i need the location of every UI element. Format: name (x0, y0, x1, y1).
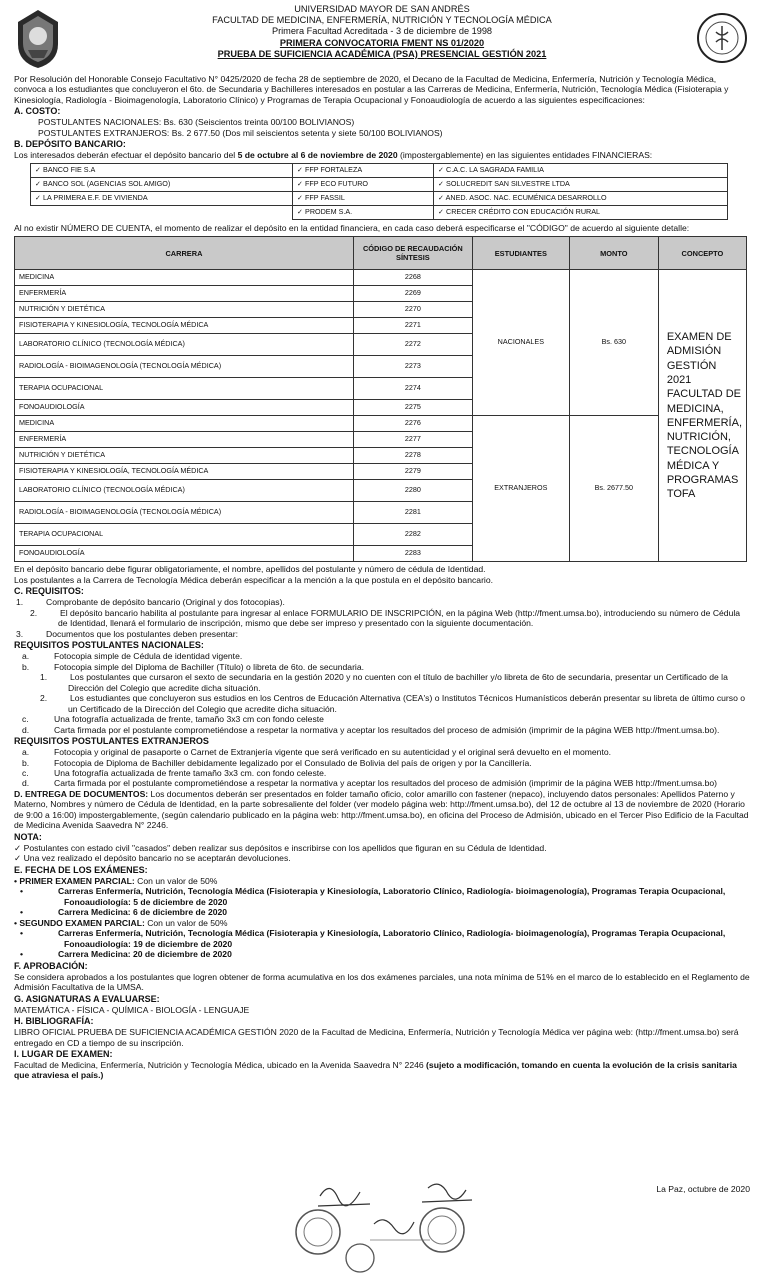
cost-nacionales: POSTULANTES NACIONALES: Bs. 630 (Seiscientos treinta 00/100 BOLIVIANOS) (38, 117, 355, 128)
table-row (15, 270, 747, 286)
deposit-text: Los interesados deberán efectuar el depósito bancario del 5 de octubre al 6 de noviembre de 2020 (impostergablemente) en las siguientes entidades FINANCIERAS: (14, 150, 653, 161)
code-cell: 2276 (353, 416, 472, 432)
code-cell: 2268 (353, 270, 472, 286)
carrera-cell: FISIOTERAPIA Y KINESIOLOGÍA, TECNOLOGÍA MÉDICA (15, 464, 354, 480)
carrera-cell: LABORATORIO CLÍNICO (TECNOLOGÍA MÉDICA) (15, 334, 354, 356)
carrera-cell: TERAPIA OCUPACIONAL (15, 378, 354, 400)
list-item: ✓ Postulantes con estado civil "casados" deben realizar sus depósitos e inscribirse con los apellidos que figuran en su Cédula de Identidad. (14, 842, 547, 853)
column-header: CONCEPTO (658, 237, 746, 270)
list-item: 1. Comprobante de depósito bancario (Original y dos fotocopias). (16, 597, 285, 608)
code-cell: 2279 (353, 464, 472, 480)
list-item: a. Fotocopia y original de pasaporte o Carnet de Extranjería vigente que será verificado en su autenticidad y el original será devuelto en el momento. (22, 747, 612, 758)
codes-table (14, 236, 747, 562)
bank-cell: ✓ LA PRIMERA E.F. DE VIVIENDA (31, 191, 293, 205)
carrera-cell: FONOAUDIOLOGÍA (15, 546, 354, 562)
carrera-cell: ENFERMERÍA (15, 286, 354, 302)
code-cell: 2269 (353, 286, 472, 302)
signatures-stamps-icon (290, 1178, 480, 1274)
deposit-note: Al no existir NÚMERO DE CUENTA, el momento de realizar el depósito en la entidad financiera, en cada caso deberá especificarse el "CÓDIGO" de acuerdo al siguiente detalle: (14, 222, 690, 233)
bank-cell: ✓ C.A.C. LA SAGRADA FAMILIA (434, 163, 728, 177)
code-cell: 2277 (353, 432, 472, 448)
monto-cell: Bs. 2677.50 (569, 416, 658, 562)
code-cell: 2282 (353, 524, 472, 546)
bank-cell: ✓ FFP FASSIL (293, 191, 434, 205)
code-cell: 2281 (353, 502, 472, 524)
banks-table (30, 163, 728, 220)
section-heading: I. LUGAR DE EXAMEN: (14, 1049, 113, 1059)
section-heading: NOTA: (14, 831, 42, 842)
code-cell: 2274 (353, 378, 472, 400)
table-row (31, 205, 728, 219)
code-cell: 2283 (353, 546, 472, 562)
carrera-cell: FISIOTERAPIA Y KINESIOLOGÍA, TECNOLOGÍA MÉDICA (15, 318, 354, 334)
code-cell: 2270 (353, 302, 472, 318)
table-header-row (15, 237, 747, 270)
bibliografia-text: LIBRO OFICIAL PRUEBA DE SUFICIENCIA ACADÉMICA GESTIÓN 2020 de la Facultad de Medicina, Enfermería, Nutrición y Tecnología Médica ver página web: (http://fment.umsa.bo) será entregado en CD a tiempo de su inscripción. (14, 1027, 739, 1048)
exam-segundo: • SEGUNDO EXAMEN PARCIAL: Con un valor de 50% (14, 917, 228, 928)
place-date: La Paz, octubre de 2020 (656, 1184, 750, 1194)
code-cell: 2272 (353, 334, 472, 356)
table-row (31, 177, 728, 191)
section-heading: REQUISITOS POSTULANTES EXTRANJEROS (14, 736, 209, 747)
table-row (15, 416, 747, 432)
entrega-paragraph: D. ENTREGA DE DOCUMENTOS: Los documentos deberán ser presentados en folder tamaño oficio, color amarillo con fastener (nepaco), incluyendo datos personales: Apellidos Paterno y Materno, Nombres y número de Cédula de Identidad, en la parte sobresaliente del folder (ver modelo página web: http://fment.umsa.bo), del 12 de octubre al 13 de noviembre de 2020 (Horario de 9:00 a 16:00) impostergablemente, (según calendario publicado en la página web: http://fment.umsa.bo), en oficina del Proceso de Admisión, ubicado en el Tercer Piso Edificio de la Facultad de Medicina Avenida Saavedra N° 2246. (14, 788, 749, 831)
carrera-cell: RADIOLOGÍA - BIOIMAGENOLOGÍA (TECNOLOGÍA MÉDICA) (15, 502, 354, 524)
intro-paragraph: Por Resolución del Honorable Consejo Facultativo N° 0425/2020 de fecha 28 de septiembre de 2020, el Decano de la Facultad de Medicina, Enfermería, Nutrición y Tecnología Médica, convoca a los estudiantes que concluyeron el 6to. de Secundaria y Bachilleres interesados en postular a las Carreras de Medicina, Enfermería, Nutrición, Tecnología Médica (Fisioterapia y Kinesiología, Radiología - Bioimagenología, Laboratorio Clínico) y Programas de Terapia Ocupacional y Fonoaudiología de acuerdo a las siguientes especificaciones: (14, 74, 729, 105)
section-heading: E. FECHA DE LOS EXÁMENES: (14, 864, 148, 875)
faculty-seal-icon (696, 12, 748, 64)
university-crest-icon (14, 8, 62, 70)
convocatoria-title: PRIMERA CONVOCATORIA FMENT NS 01/2020 (279, 37, 485, 48)
list-item: • Carreras Enfermería, Nutrición, Tecnología Médica (Fisioterapia y Kinesiología, Laboratorio Clínico, Radiología- bioimagenología), Programas Terapia Ocupacional, Fonoaudiología: 19 de diciembre de 2020 (20, 928, 726, 949)
section-heading: REQUISITOS POSTULANTES NACIONALES: (14, 640, 204, 651)
carrera-cell: MEDICINA (15, 270, 354, 286)
section-heading: H. BIBLIOGRAFÍA: (14, 1016, 94, 1027)
document-header (14, 4, 750, 74)
asignaturas-text: MATEMÁTICA - FÍSICA - QUÍMICA - BIOLOGÍA - LENGUAJE (14, 1004, 250, 1015)
section-heading: F. APROBACIÓN: (14, 960, 88, 971)
list-item: d. Carta firmada por el postulante comprometiéndose a respetar la normativa y aceptar los resultados del proceso de admisión (imprimir de la página WEB http://fment.umsa.bo) (22, 778, 717, 789)
cost-extranjeros: POSTULANTES EXTRANJEROS: Bs. 2 677.50 (Dos mil seiscientos setenta y siete 50/100 BOLIVIANOS) (38, 127, 443, 138)
list-item: a. Fotocopia simple de Cédula de identidad vigente. (22, 651, 243, 662)
list-item: • Carrera Medicina: 20 de diciembre de 2020 (20, 949, 232, 960)
code-cell: 2278 (353, 448, 472, 464)
exam-primer: • PRIMER EXAMEN PARCIAL: Con un valor de 50% (14, 875, 218, 886)
carrera-cell: TERAPIA OCUPACIONAL (15, 524, 354, 546)
header-line: Primera Facultad Acreditada - 3 de diciembre de 1998 (271, 26, 493, 37)
code-cell: 2280 (353, 480, 472, 502)
carrera-cell: ENFERMERÍA (15, 432, 354, 448)
list-item: • Carrera Medicina: 6 de diciembre de 2020 (20, 907, 228, 918)
after-table-note: Los postulantes a la Carrera de Tecnología Médica deberán especificar a la mención a la que postula en el depósito bancario. (14, 574, 494, 585)
header-line: UNIVERSIDAD MAYOR DE SAN ANDRÉS (294, 4, 470, 14)
list-item: 2. Los estudiantes que concluyeron sus estudios en los Centros de Educación Alternativa (CEA's) o Institutos Técnicos Humanísticos deberán presentar su libreta de último curso o un Certificado de la Dirección del Colegio que acredite dicha situación. (40, 693, 746, 714)
column-header: CARRERA (15, 237, 354, 270)
column-header: ESTUDIANTES (472, 237, 569, 270)
list-item: ✓ Una vez realizado el depósito bancario no se aceptarán devoluciones. (14, 853, 291, 864)
list-item: 2. El depósito bancario habilita al postulante para ingresar al enlace FORMULARIO DE INSCRIPCIÓN, en la página Web (http://fment.umsa.bo), introduciendo su número de Cédula de Identidad, llenará el formulario de inscripción, mismo que debe ser impreso y presentado con la siguiente documentación. (30, 607, 741, 629)
list-item: 1. Los postulantes que cursaron el sexto de secundaria en la gestión 2020 y no cuenten con el título de bachiller y/o libreta de 6to de secundaria, presentar un Certificado de la Dirección del Colegio que acredite dicha situación. (40, 672, 728, 693)
aprobacion-text: Se considera aprobados a los postulantes que logren obtener de forma acumulativa en los dos exámenes parciales, una nota mínima de 51% en el marco de lo establecido en el Reglamento de Admisión Facultativa de la UMSA. (14, 971, 750, 993)
bank-cell: ✓ CRECER CRÉDITO CON EDUCACIÓN RURAL (434, 205, 728, 219)
bank-cell: ✓ FFP FORTALEZA (293, 163, 434, 177)
code-cell: 2271 (353, 318, 472, 334)
list-item: c. Una fotografía actualizada de frente, tamaño 3x3 cm con fondo celeste (22, 714, 324, 725)
code-cell: 2275 (353, 400, 472, 416)
column-header: CÓDIGO DE RECAUDACIÓN SÍNTESIS (353, 237, 472, 270)
column-header: MONTO (569, 237, 658, 270)
table-row (31, 163, 728, 177)
carrera-cell: NUTRICIÓN Y DIETÉTICA (15, 302, 354, 318)
monto-cell: Bs. 630 (569, 270, 658, 416)
bank-cell (31, 205, 293, 219)
section-heading: B. DEPÓSITO BANCARIO: (14, 139, 126, 150)
concepto-cell: EXAMEN DE ADMISIÓN GESTIÓN 2021 FACULTAD DE MEDICINA, ENFERMERÍA, NUTRICIÓN, TECNOLOGÍA MÉDICA Y PROGRAMAS TOFA (658, 270, 746, 562)
after-table-note: En el depósito bancario debe figurar obligatoriamente, el nombre, apellidos del postulante y número de cédula de Identidad. (14, 564, 486, 575)
estudiantes-cell: EXTRANJEROS (472, 416, 569, 562)
carrera-cell: NUTRICIÓN Y DIETÉTICA (15, 448, 354, 464)
page-title: PRUEBA DE SUFICIENCIA ACADÉMICA (PSA) PRESENCIAL GESTIÓN 2021 (217, 48, 547, 59)
bank-cell: ✓ BANCO FIE S.A (31, 163, 293, 177)
list-item: b. Fotocopia simple del Diploma de Bachiller (Título) o libreta de 6to. de secundaria. (22, 661, 365, 672)
codes-table-body (15, 270, 747, 562)
bank-cell: ✓ FFP ECO FUTURO (293, 177, 434, 191)
carrera-cell: RADIOLOGÍA - BIOIMAGENOLOGÍA (TECNOLOGÍA MÉDICA) (15, 356, 354, 378)
section-heading: G. ASIGNATURAS A EVALUARSE: (14, 993, 160, 1004)
carrera-cell: LABORATORIO CLÍNICO (TECNOLOGÍA MÉDICA) (15, 480, 354, 502)
bank-cell: ✓ PRODEM S.A. (293, 205, 434, 219)
lugar-text: Facultad de Medicina, Enfermería, Nutrición y Tecnología Médica, ubicado en la Avenida Saavedra N° 2246 (sujeto a modificación, tomando en cuenta la evolución de la crisis sanitaria que atraviesa el país.) (14, 1059, 737, 1081)
bank-cell: ✓ BANCO SOL (AGENCIAS SOL AMIGO) (31, 177, 293, 191)
bank-cell: ✓ SOLUCREDIT SAN SILVESTRE LTDA (434, 177, 728, 191)
section-heading: A. COSTO: (14, 106, 61, 117)
list-item: 3. Documentos que los postulantes deben presentar: (16, 628, 239, 639)
list-item: b. Fotocopia de Diploma de Bachiller debidamente legalizado por el Consulado de Bolivia del país de origen y por la Cancillería. (22, 757, 532, 768)
carrera-cell: MEDICINA (15, 416, 354, 432)
section-heading: C. REQUISITOS: (14, 586, 84, 597)
estudiantes-cell: NACIONALES (472, 270, 569, 416)
list-item: d. Carta firmada por el postulante comprometiéndose a respetar la normativa y aceptar los resultados del proceso de admisión (imprimir de la página WEB http://fment.umsa.bo). (22, 724, 720, 735)
list-item: • Carreras Enfermería, Nutrición, Tecnología Médica (Fisioterapia y Kinesiología, Laboratorio Clínico, Radiología- bioimagenología), Programas Terapia Ocupacional, Fonoaudiología: 5 de diciembre de 2020 (20, 886, 726, 907)
carrera-cell: FONOAUDIOLOGÍA (15, 400, 354, 416)
bank-cell: ✓ ANED. ASOC. NAC. ECUMÉNICA DESARROLLO (434, 191, 728, 205)
table-row (31, 191, 728, 205)
header-line: FACULTAD DE MEDICINA, ENFERMERÍA, NUTRICIÓN Y TECNOLOGÍA MÉDICA (212, 15, 552, 26)
code-cell: 2273 (353, 356, 472, 378)
list-item: c. Una fotografía actualizada de frente tamaño 3x3 cm. con fondo celeste. (22, 767, 327, 778)
